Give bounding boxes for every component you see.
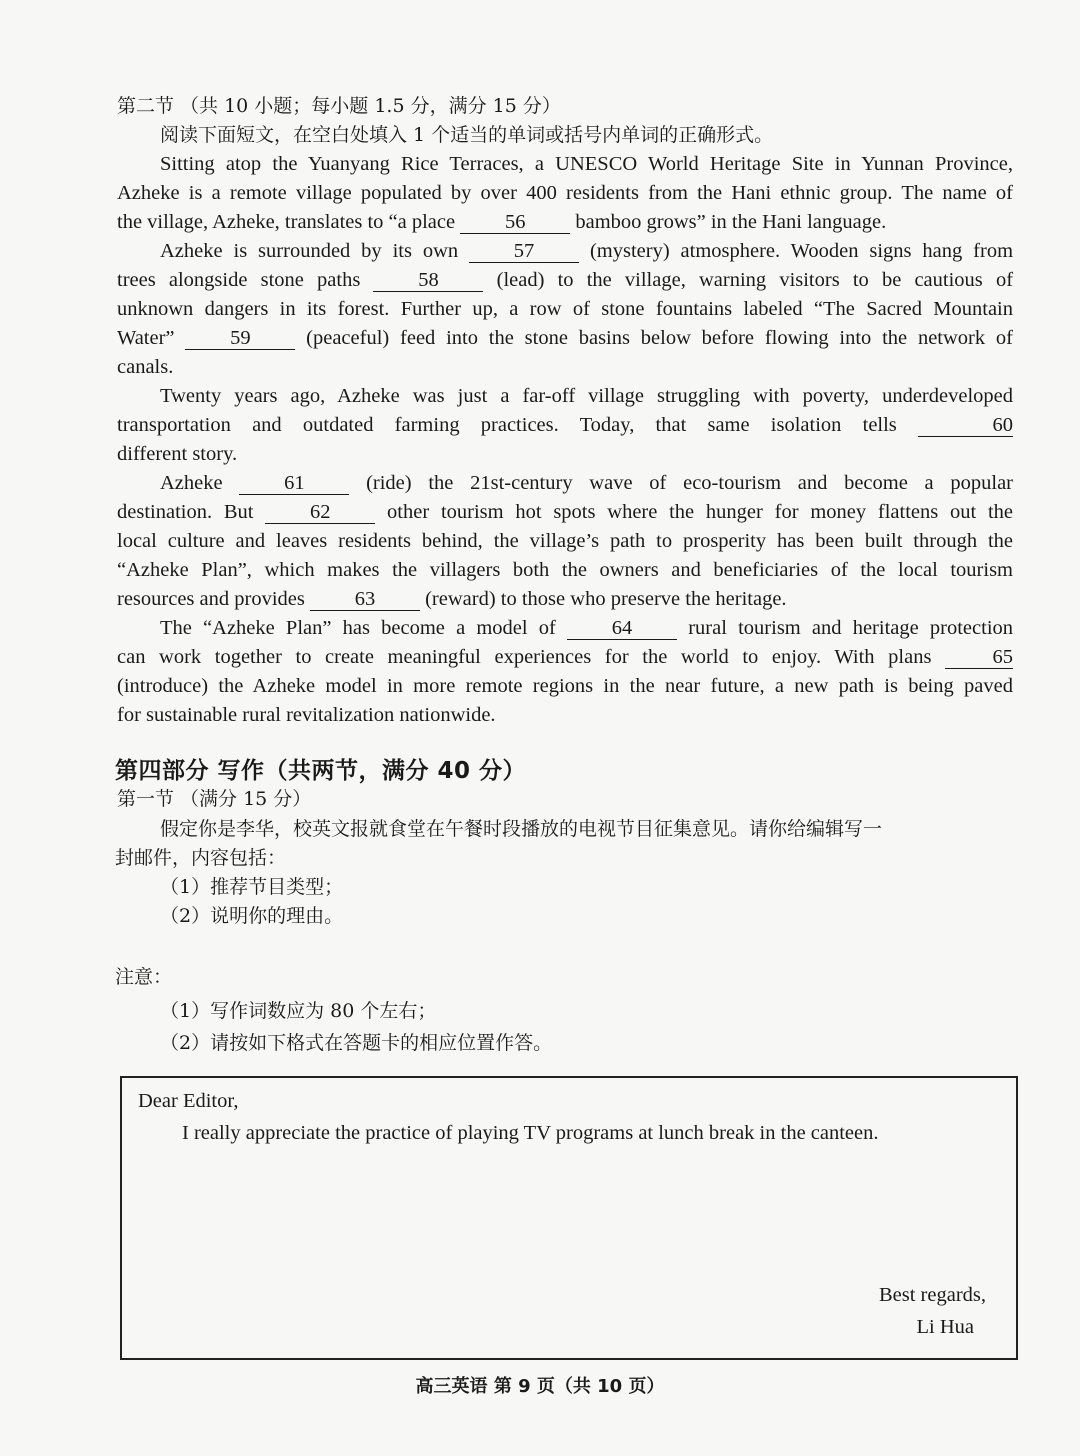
blank-56: 56 [460, 211, 570, 234]
passage-line: can work together to create meaningful experiences for the world to enjoy. With plans 65 [117, 646, 1014, 668]
section-instruction: 阅读下面短文，在空白处填入 1 个适当的单词或括号内单词的正确形式。 [160, 124, 774, 146]
note-item: （2）请按如下格式在答题卡的相应位置作答。 [160, 1032, 553, 1054]
passage-line: Azheke is surrounded by its own 57 (mystery) atmosphere. Wooden signs hang from [160, 240, 1014, 262]
part4-heading: 第四部分 写作（共两节，满分 40 分） [115, 758, 527, 784]
passage-line: “Azheke Plan”, which makes the villagers both the owners and beneficiaries of the local tourism [117, 559, 1013, 581]
passage-line: the village, Azheke, translates to “a place 56 bamboo grows” in the Hani language. [117, 211, 887, 233]
note-item: （1）写作词数应为 80 个左右； [160, 1000, 437, 1022]
passage-line: Sitting atop the Yuanyang Rice Terraces, a UNESCO World Heritage Site in Yunnan Province, [160, 153, 1013, 175]
blank-63: 63 [310, 588, 420, 611]
letter-greeting: Dear Editor, [138, 1090, 239, 1112]
prompt-item: （2）说明你的理由。 [160, 905, 344, 927]
letter-closing: Best regards, [878, 1284, 986, 1306]
passage-line: (introduce) the Azheke model in more remote regions in the near future, a new path is being paved [117, 675, 1013, 697]
passage-line: resources and provides 63 (reward) to those who preserve the heritage. [117, 588, 787, 610]
blank-62: 62 [265, 501, 375, 524]
section-title: 第二节 （共 10 小题；每小题 1.5 分，满分 15 分） [117, 95, 561, 117]
writing-prompt: 封邮件，内容包括： [115, 847, 287, 869]
note-label: 注意： [115, 966, 173, 988]
prompt-item: （1）推荐节目类型； [160, 876, 344, 898]
passage-line: Twenty years ago, Azheke was just a far-off village struggling with poverty, underdeveloped [160, 385, 1013, 407]
page-footer: 高三英语 第 9 页（共 10 页） [415, 1376, 665, 1397]
blank-57: 57 [469, 240, 579, 263]
blank-59: 59 [185, 327, 295, 350]
blank-60: 60 [918, 414, 1013, 437]
passage-line: Azheke 61 (ride) the 21st-century wave of eco-tourism and become a popular [160, 472, 1013, 494]
letter-box [120, 1076, 1018, 1360]
blank-58: 58 [373, 269, 483, 292]
blank-61: 61 [239, 472, 349, 495]
blank-64: 64 [567, 617, 677, 640]
letter-signature: Li Hua [916, 1316, 974, 1338]
letter-opening: I really appreciate the practice of playing TV programs at lunch break in the canteen. [182, 1122, 879, 1144]
blank-65: 65 [945, 646, 1013, 669]
part4-subheading: 第一节 （满分 15 分） [117, 788, 312, 810]
passage-line: destination. But 62 other tourism hot spots where the hunger for money flattens out the [117, 501, 1014, 523]
passage-line: canals. [117, 356, 174, 378]
passage-line: Azheke is a remote village populated by over 400 residents from the Hani ethnic group. The name of [117, 182, 1013, 204]
passage-line: local culture and leaves residents behind, the village’s path to prosperity has been built through the [117, 530, 1013, 552]
passage-line: different story. [117, 443, 238, 465]
passage-line: Water” 59 (peaceful) feed into the stone basins below before flowing into the network of [117, 327, 1014, 349]
passage-line: The “Azheke Plan” has become a model of 64 rural tourism and heritage protection [160, 617, 1014, 639]
passage-line: trees alongside stone paths 58 (lead) to the village, warning visitors to be cautious of [117, 269, 1014, 291]
writing-prompt: 假定你是李华，校英文报就食堂在午餐时段播放的电视节目征集意见。请你给编辑写一 [160, 818, 883, 840]
passage-line: transportation and outdated farming practices. Today, that same isolation tells 60 [117, 414, 1014, 436]
passage-line: unknown dangers in its forest. Further up, a row of stone fountains labeled “The Sacred Mountain [117, 298, 1013, 320]
passage-line: for sustainable rural revitalization nationwide. [117, 704, 496, 726]
